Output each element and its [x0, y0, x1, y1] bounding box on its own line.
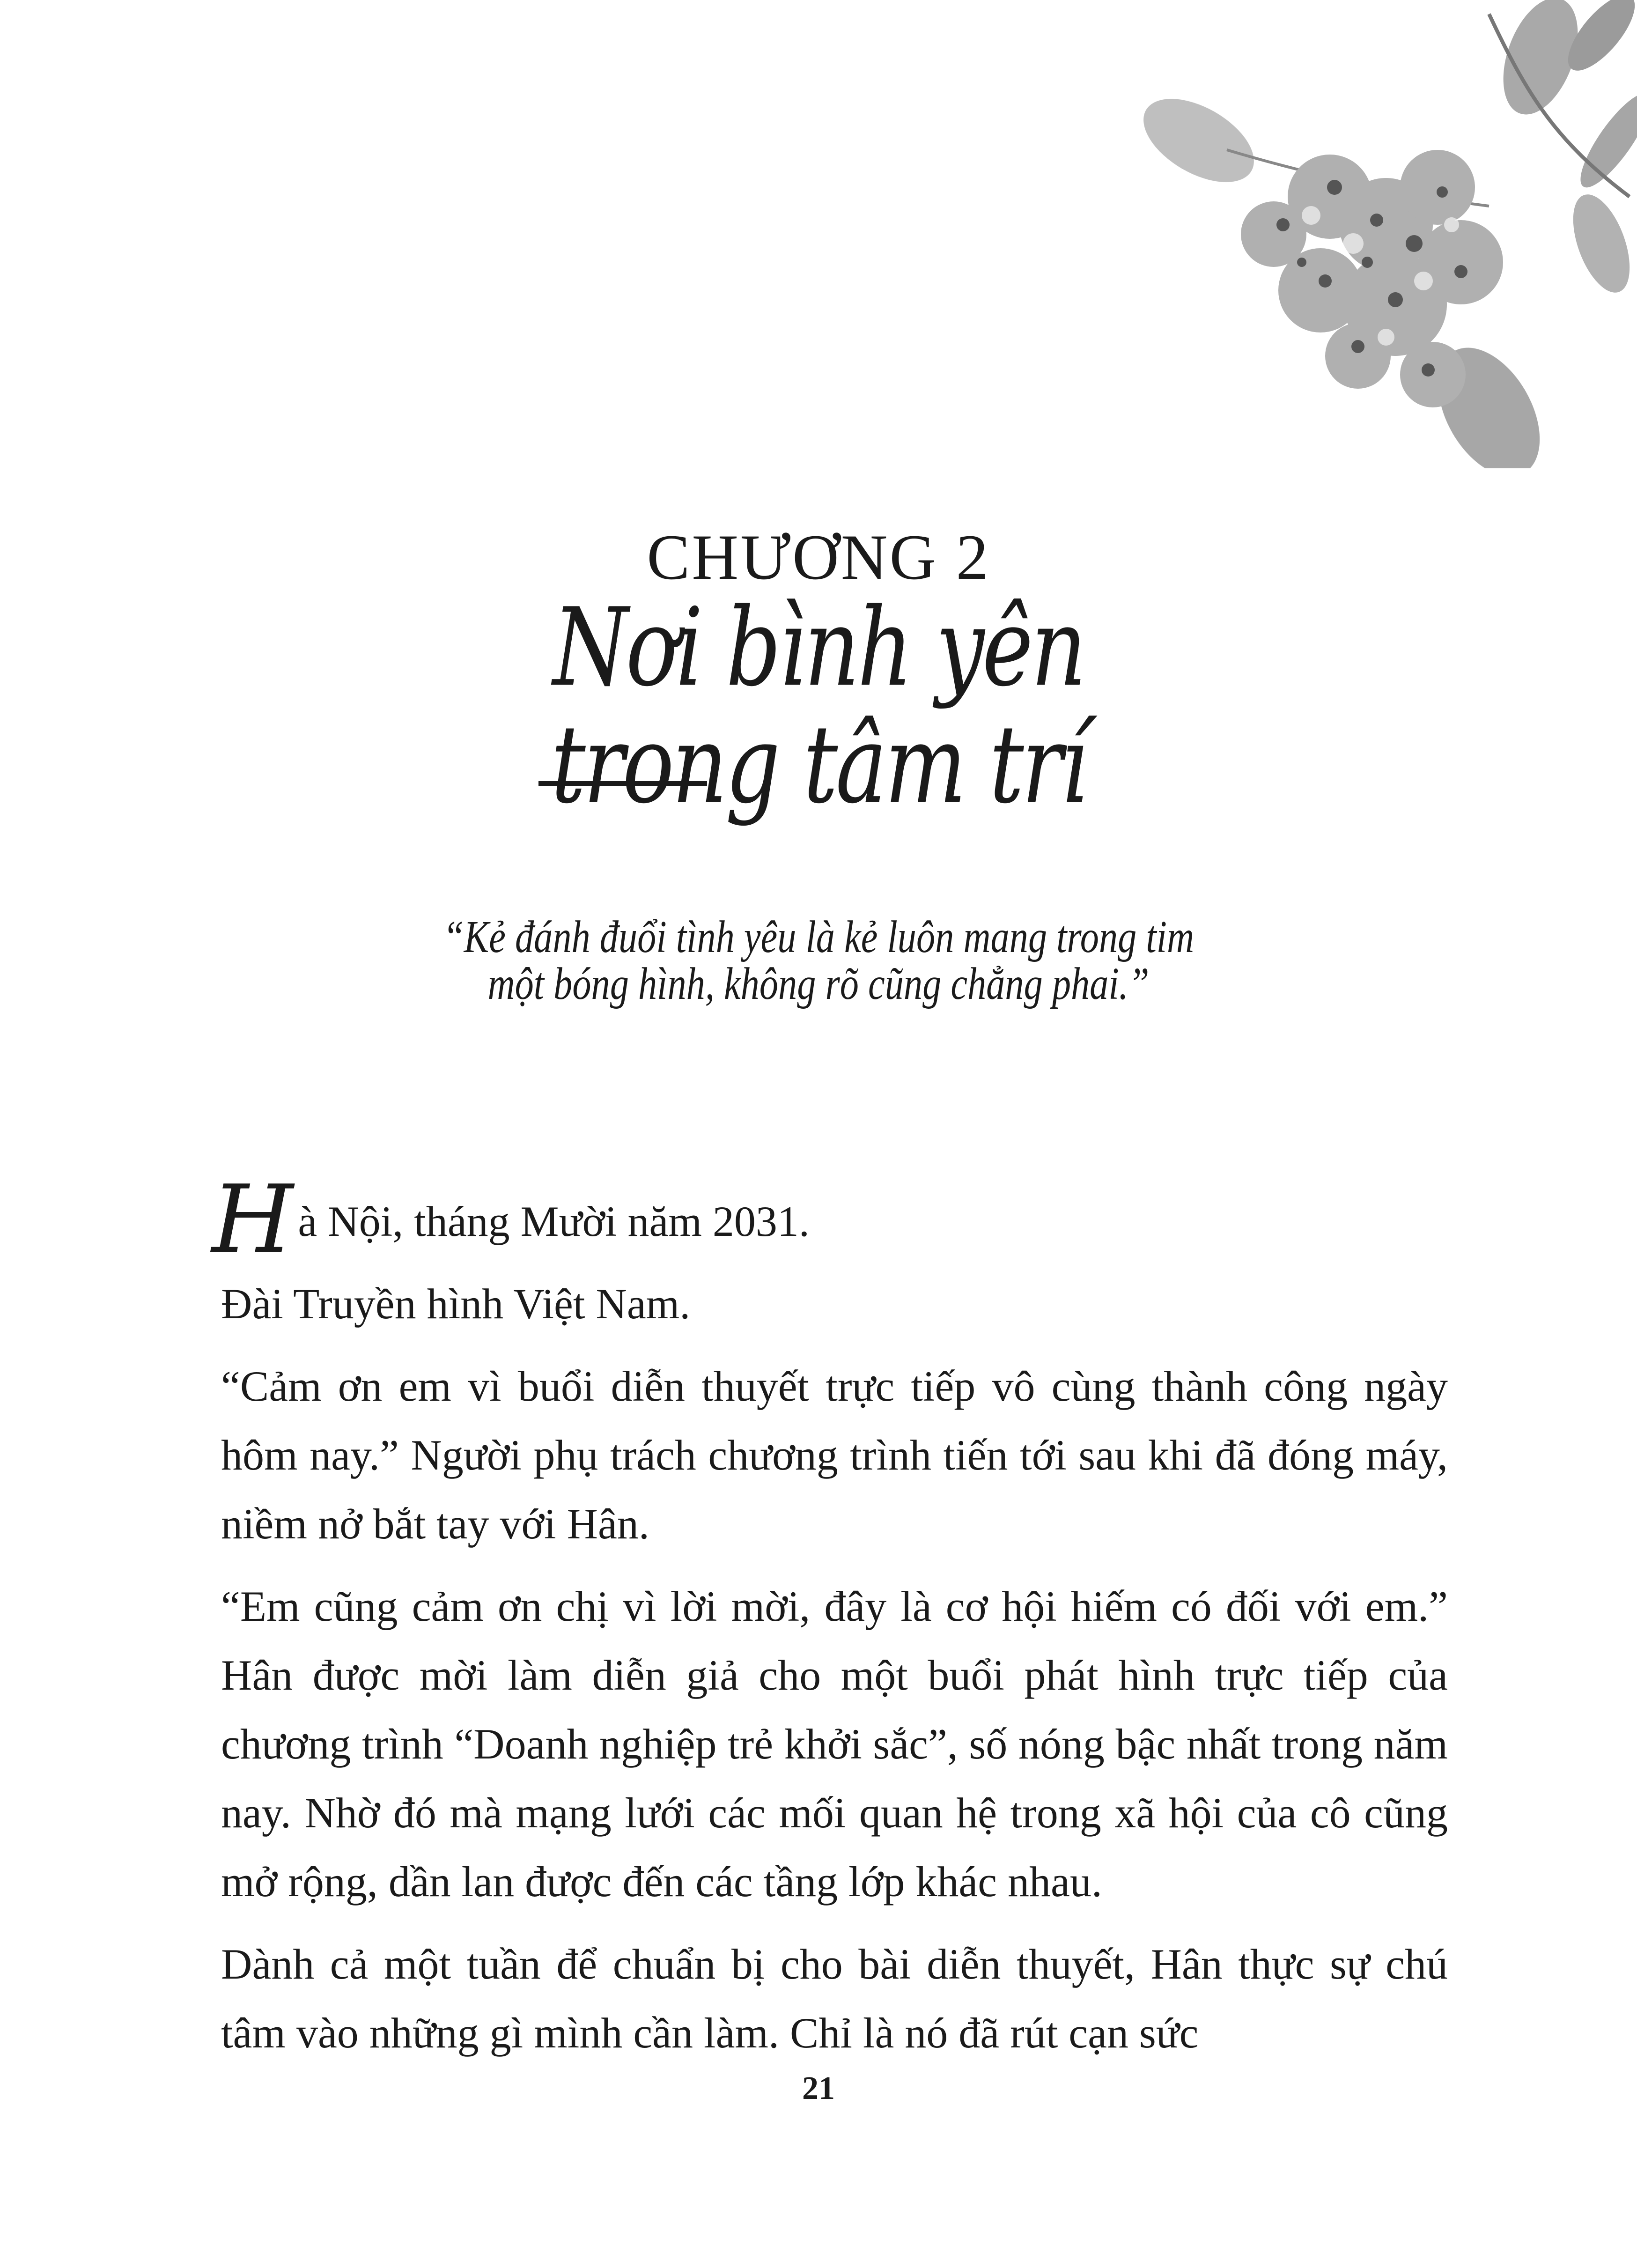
- lilac-flower-illustration: [1133, 0, 1637, 468]
- epigraph-line2: một bóng hình, không rõ cũng chẳng phai.”: [487, 959, 1150, 1009]
- paragraph-text: à Nội, tháng Mười năm 2031.: [298, 1197, 810, 1245]
- paragraph: [212, 1165, 1448, 1274]
- paragraph: “Em cũng cảm ơn chị vì lời mời, đây là cơ hội hiếm có đối với em.” Hân được mời làm diễn giả cho một buổi phát hình trực tiếp của chương trình “Doanh nghiệp trẻ khởi sắc”, số nóng bậc nhất trong năm nay. Nhờ đó mà mạng lưới các mối quan hệ trong xã hội của cô cũng mở rộng, dần lan được đến các tầng lớp khác nhau.: [221, 1582, 1448, 1906]
- page-number: 21: [802, 2070, 835, 2106]
- chapter-title-line2: trong tâm trí: [551, 702, 1086, 827]
- body-text: [212, 1165, 1448, 2081]
- paragraph: “Cảm ơn em vì buổi diễn thuyết trực tiếp vô cùng thành công ngày hôm nay.” Người phụ trách chương trình tiến tới sau khi đã đóng máy, niềm nở bắt tay với Hân.: [221, 1362, 1448, 1548]
- chapter-label: CHƯƠNG 2: [647, 521, 990, 593]
- chapter-title-line1: Nơi bình yên: [553, 585, 1084, 710]
- drop-cap: H: [212, 1165, 294, 1274]
- epigraph-line1: “Kẻ đánh đuổi tình yêu là kẻ luôn mang trong tim: [442, 912, 1195, 962]
- paragraph: Dành cả một tuần để chuẩn bị cho bài diễn thuyết, Hân thực sự chú tâm vào những gì mình cần làm. Chỉ là nó đã rút cạn sức: [221, 1940, 1448, 2057]
- paragraph: Đài Truyền hình Việt Nam.: [221, 1280, 691, 1328]
